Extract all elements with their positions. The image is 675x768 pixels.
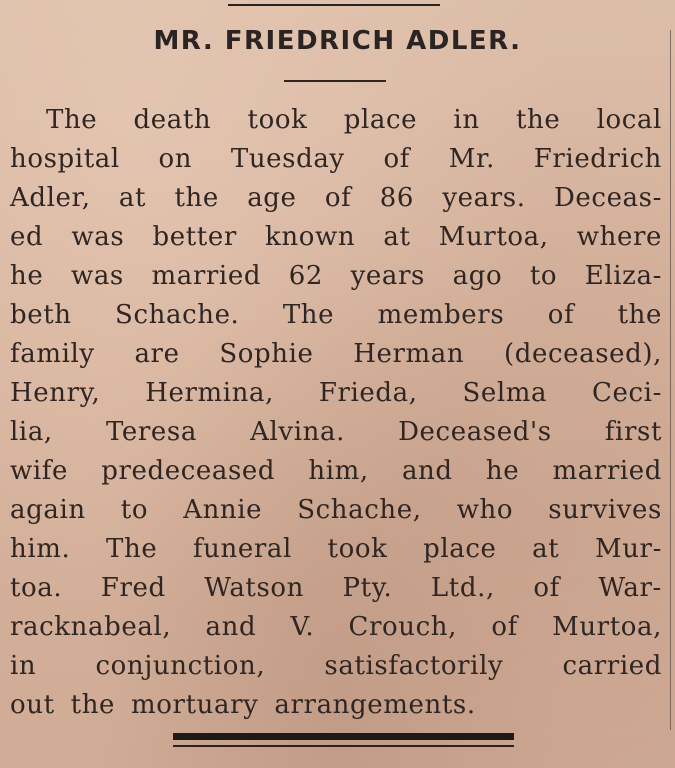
article-word: Tuesday xyxy=(230,144,345,174)
article-line xyxy=(10,413,662,452)
article-word: members xyxy=(377,300,505,330)
article-line xyxy=(10,452,662,491)
article-word: on xyxy=(158,144,193,174)
article-word: of xyxy=(383,144,410,174)
article-word: place xyxy=(423,534,497,564)
article-word: Adler, xyxy=(10,183,91,213)
article-line xyxy=(10,218,662,257)
obituary-body xyxy=(10,101,662,725)
article-word: The xyxy=(282,300,335,330)
article-word: at xyxy=(383,222,411,252)
article-word: at xyxy=(118,183,147,213)
article-word: of xyxy=(547,300,575,330)
headline-rule xyxy=(284,80,386,82)
article-word: better xyxy=(152,222,237,252)
article-line xyxy=(10,491,662,530)
article-word: mortuary xyxy=(131,690,259,720)
article-word: Deceas- xyxy=(553,183,662,213)
article-line xyxy=(10,101,662,140)
article-word: funeral xyxy=(192,534,292,564)
article-word: who xyxy=(456,495,514,525)
bottom-rule-thin xyxy=(173,745,514,747)
article-word: and xyxy=(205,612,257,642)
article-line xyxy=(10,530,662,569)
article-word: lia, xyxy=(10,417,53,447)
article-word: Annie xyxy=(183,495,263,525)
article-word: arrangements. xyxy=(274,690,476,720)
article-word: of xyxy=(324,183,352,213)
article-line xyxy=(10,335,662,374)
article-word: again xyxy=(10,495,86,525)
article-word: to xyxy=(120,495,149,525)
article-word: The xyxy=(106,534,158,564)
article-word: predeceased xyxy=(101,456,276,486)
article-word: 86 xyxy=(379,183,415,213)
article-word: Ceci- xyxy=(592,378,662,408)
article-word: Murtoa, xyxy=(552,612,662,642)
article-word: of xyxy=(533,573,560,603)
article-line xyxy=(10,608,662,647)
article-word: Sophie xyxy=(219,339,314,369)
article-word: Eliza- xyxy=(584,261,662,291)
article-word: he xyxy=(485,456,520,486)
article-word: Mr. xyxy=(448,144,495,174)
article-word: him. xyxy=(10,534,71,564)
obituary-headline: MR. FRIEDRICH ADLER. xyxy=(153,26,522,56)
article-word: Friedrich xyxy=(533,144,662,174)
article-word: Mur- xyxy=(594,534,662,564)
article-word: are xyxy=(134,339,180,369)
article-word: Henry, xyxy=(10,378,101,408)
article-word: the xyxy=(617,300,662,330)
article-word: Pty. xyxy=(342,573,393,603)
article-word: in xyxy=(10,651,37,681)
article-word: satisfactorily xyxy=(324,651,504,681)
article-word: him, xyxy=(308,456,369,486)
article-word: Frieda, xyxy=(318,378,418,408)
article-word: in xyxy=(453,105,480,135)
article-word: to xyxy=(529,261,558,291)
article-line xyxy=(10,686,662,725)
article-word: was xyxy=(71,222,125,252)
article-word: married xyxy=(151,261,262,291)
article-word: conjunction, xyxy=(95,651,266,681)
article-word: married xyxy=(552,456,662,486)
article-word: known xyxy=(265,222,356,252)
article-word: years. xyxy=(442,183,526,213)
article-word: wife xyxy=(10,456,68,486)
article-word: took xyxy=(327,534,388,564)
bottom-rule-thick xyxy=(173,733,514,740)
article-word: Schache. xyxy=(115,300,240,330)
article-word: age xyxy=(247,183,297,213)
article-word: Crouch, xyxy=(348,612,458,642)
article-word: out xyxy=(10,690,55,720)
article-word: 62 xyxy=(288,261,323,291)
article-word: Fred xyxy=(100,573,166,603)
article-word: racknabeal, xyxy=(10,612,172,642)
article-word: took xyxy=(247,105,308,135)
article-word: where xyxy=(576,222,662,252)
article-word: V. xyxy=(290,612,315,642)
article-line xyxy=(10,179,662,218)
article-word: at xyxy=(532,534,560,564)
article-word: years xyxy=(350,261,425,291)
article-word: and xyxy=(401,456,453,486)
article-word: was xyxy=(70,261,124,291)
article-word: hospital xyxy=(10,144,120,174)
article-word: Herman xyxy=(353,339,465,369)
article-line xyxy=(10,257,662,296)
article-word: ago xyxy=(452,261,503,291)
article-word: family xyxy=(10,339,95,369)
article-word: The xyxy=(46,105,98,135)
column-edge xyxy=(670,30,671,730)
article-word: local xyxy=(596,105,662,135)
article-line xyxy=(10,296,662,335)
article-word: Alvina. xyxy=(250,417,345,447)
top-rule xyxy=(228,4,440,6)
article-word: carried xyxy=(562,651,662,681)
article-word: the xyxy=(174,183,219,213)
article-word: (deceased), xyxy=(503,339,662,369)
article-line xyxy=(10,374,662,413)
article-word: death xyxy=(133,105,212,135)
article-word: the xyxy=(70,690,116,720)
article-word: Deceased's xyxy=(398,417,552,447)
article-line xyxy=(10,569,662,608)
article-word: Ltd., xyxy=(430,573,495,603)
article-word: survives xyxy=(548,495,662,525)
article-line xyxy=(10,140,662,179)
article-word: of xyxy=(491,612,518,642)
article-word: toa. xyxy=(10,573,63,603)
article-word: Schache, xyxy=(297,495,422,525)
article-word: beth xyxy=(10,300,72,330)
article-word: Watson xyxy=(204,573,305,603)
article-word: he xyxy=(10,261,44,291)
article-word: Hermina, xyxy=(145,378,274,408)
article-word: ed xyxy=(10,222,44,252)
article-word: Teresa xyxy=(105,417,197,447)
article-word: Murtoa, xyxy=(438,222,549,252)
article-word: Selma xyxy=(462,378,548,408)
article-line xyxy=(10,647,662,686)
article-word: the xyxy=(515,105,561,135)
article-word: place xyxy=(343,105,418,135)
article-word: first xyxy=(604,417,662,447)
article-word: War- xyxy=(598,573,662,603)
